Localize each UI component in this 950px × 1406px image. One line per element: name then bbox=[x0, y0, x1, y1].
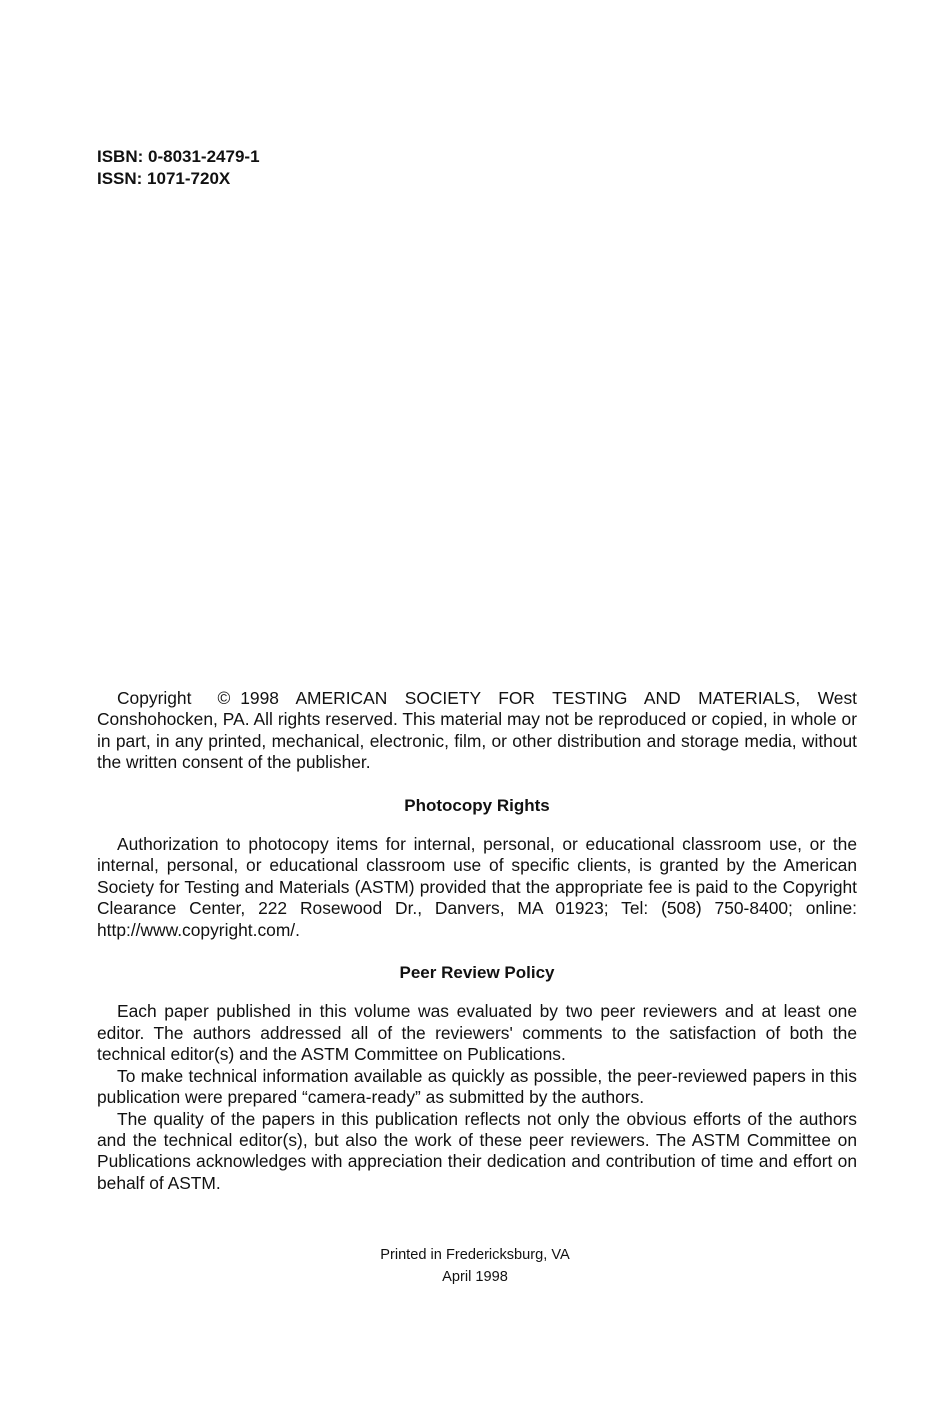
photocopy-rights-heading: Photocopy Rights bbox=[404, 795, 550, 815]
copyright-lead: Copyright bbox=[117, 688, 192, 708]
peer-review-paragraph-1: Each paper published in this volume was evaluated by two peer reviewers and at least one editor. The authors addressed all of the reviewers' comments to the satisfaction of both the technical editor(s) and the ASTM Committee on Publications. bbox=[97, 1001, 857, 1065]
issn-line: ISSN: 1071-720X bbox=[97, 169, 231, 188]
imprint-block bbox=[0, 1244, 950, 1288]
printed-location: Printed in Fredericksburg, VA bbox=[380, 1247, 570, 1263]
copyright-symbol: © bbox=[217, 688, 231, 708]
peer-review-paragraph-3: The quality of the papers in this publication reflects not only the obvious efforts of the authors and the technical editor(s), but also the work of these peer reviewers. The ASTM Committee on Publications acknowledges with appreciation their dedication and contribution of time and effort on behalf of ASTM. bbox=[97, 1108, 857, 1193]
printed-date: April 1998 bbox=[442, 1269, 508, 1285]
body-content bbox=[97, 688, 857, 1194]
isbn-line: ISBN: 0-8031-2479-1 bbox=[97, 147, 260, 166]
copyright-text: 1998 AMERICAN SOCIETY FOR TESTING AND MATERIALS, West Conshohocken, PA. All rights reserved. This material may not be reproduced or copied, in whole or in part, in any printed, mechanical, electronic, film, or other distribution and storage media, without the written consent of the publisher. bbox=[97, 688, 857, 773]
peer-review-heading: Peer Review Policy bbox=[399, 963, 555, 983]
peer-review-paragraph-2: To make technical information available as quickly as possible, the peer-reviewed papers in this publication were prepared “camera-ready” as submitted by the authors. bbox=[97, 1065, 857, 1108]
identifier-block bbox=[97, 146, 260, 190]
photocopy-rights-paragraph: Authorization to photocopy items for internal, personal, or educational classroom use, or the internal, personal, or educational classroom use of specific clients, is granted by the American Society for Testing and Materials (ASTM) provided that the appropriate fee is paid to the Copyright Clearance Center, 222 Rosewood Dr., Danvers, MA 01923; Tel: (508) 750-8400; online: http://www.copyright.com/. bbox=[97, 834, 857, 940]
copyright-paragraph bbox=[97, 688, 857, 774]
